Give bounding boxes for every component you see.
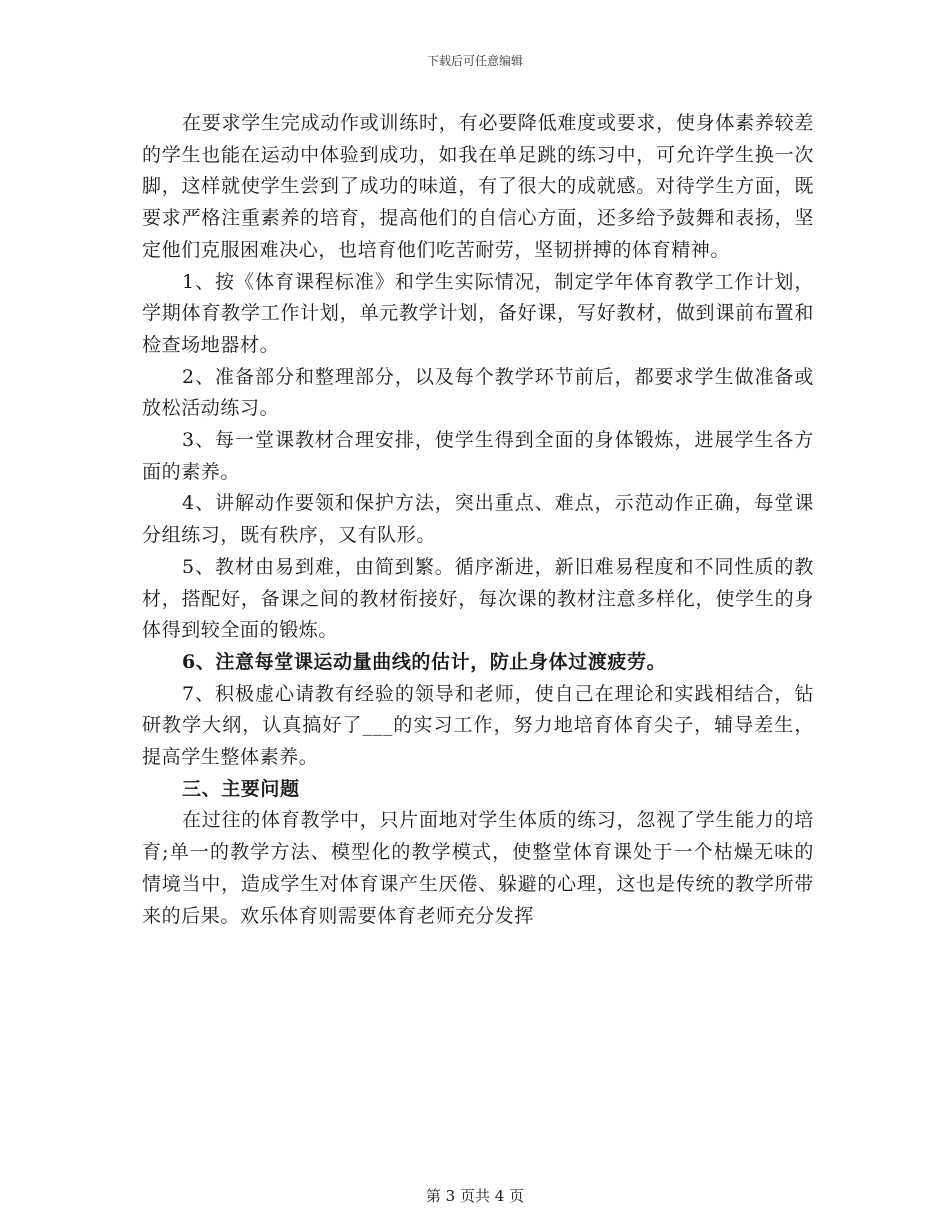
paragraph-item-7: 7、积极虚心请教有经验的领导和老师，使自己在理论和实践相结合，钻研教学大纲，认真搞好了___的实习工作，努力地培育体育尖子，辅导差生，提高学生整体素养。 [142,682,814,769]
page-header: 下载后可任意编辑 [426,54,523,68]
paragraph-item-6: 6、注意每堂课运动量曲线的估计，防止身体过渡疲劳。 [182,650,667,673]
paragraph-item-1: 1、按《体育课程标准》和学生实际情况，制定学年体育教学工作计划，学期体育教学工作计划，单元教学计划，备好课，写好教材，做到课前布置和检查场地器材。 [142,270,814,356]
paragraph-problems: 在过往的体育教学中，只片面地对学生体质的练习，忽视了学生能力的培育;单一的教学方法、模型化的教学模式，使整堂体育课处于一个枯燥无味的情境当中，造成学生对体育课产生厌倦、躲避的心理，这也是传统的教学所带来的后果。欢乐体育则需要体育老师充分发挥 [142,809,814,927]
page-footer: 第 3 页共 4 页 [425,1187,525,1205]
paragraph-item-4: 4、讲解动作要领和保护方法，突出重点、难点，示范动作正确，每堂课分组练习，既有秩序，又有队形。 [142,492,814,547]
paragraph-item-3: 3、每一堂课教材合理安排，使学生得到全面的身体锻炼，进展学生各方面的素养。 [142,429,814,483]
paragraph-item-2: 2、准备部分和整理部分，以及每个教学环节前后，都要求学生做准备或放松活动练习。 [142,365,814,420]
document-body [142,108,814,932]
paragraph-intro: 在要求学生完成动作或训练时，有必要降低难度或要求，使身体素养较差的学生也能在运动中体验到成功，如我在单足跳的练习中，可允许学生换一次脚，这样就使学生尝到了成功的味道，有了很大的成就感。对待学生方面，既要求严格注重素养的培育，提高他们的自信心方面，还多给予鼓舞和表扬，坚定他们克服困难决心，也培育他们吃苦耐劳，坚韧拼搏的体育精神。 [142,112,814,261]
section-heading-problems: 三、主要问题 [182,777,300,800]
paragraph-item-5: 5、教材由易到难，由简到繁。循序渐进，新旧难易程度和不同性质的教材，搭配好，备课之间的教材衔接好，每次课的教材注意多样化，使学生的身体得到较全面的锻炼。 [142,555,814,642]
